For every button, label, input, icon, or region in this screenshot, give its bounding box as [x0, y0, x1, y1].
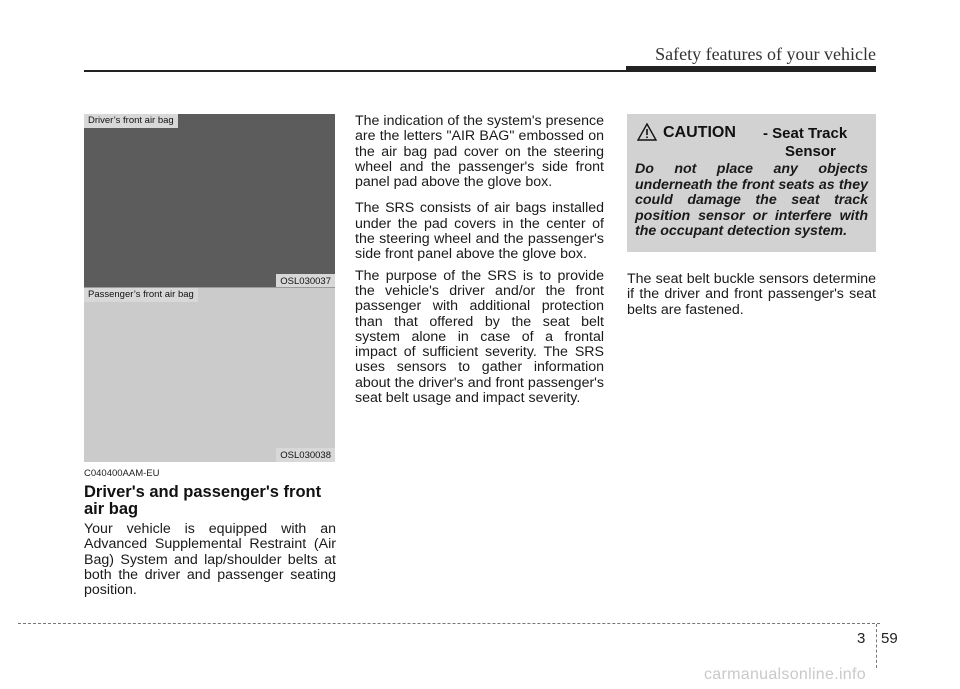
header-title: Safety features of your vehicle	[655, 44, 876, 64]
seat-belt-paragraph: The seat belt buckle sensors determine if the driver and front passenger's seat belts are fastened.	[627, 271, 876, 318]
page-number-divider	[876, 624, 877, 668]
figure-code: OSL030038	[276, 448, 335, 462]
figure-label: Driver’s front air bag	[84, 114, 178, 128]
page-number: 59	[881, 630, 898, 647]
paragraph: The SRS consists of air bags installed under the pad covers in the center of the steering wheel and the passenger's side front panel above the glove box.	[355, 200, 604, 263]
header-rule	[84, 70, 626, 72]
caution-label: CAUTION	[663, 124, 736, 141]
footer-rule	[18, 623, 880, 624]
passenger-airbag-photo	[84, 288, 335, 462]
watermark: carmanualsonline.info	[704, 666, 866, 683]
intro-paragraph: Your vehicle is equipped with an Advanced Supplemental Restraint (Air Bag) System and lap/shoulder belts at both the driver and passenger seating position.	[84, 521, 336, 599]
paragraph: The purpose of the SRS is to provide the vehicle's driver and/or the front passenger with additional protection than that offered by the seat belt system alone in case of a frontal impact of sufficient severity. The SRS uses sensors to gather information about the driver's and front passenger's seat belt usage and impact severity.	[355, 267, 604, 407]
caution-text: Do not place any objects underneath the front seats as they could damage the seat track position sensor or interfere with the occupant detection system.	[635, 161, 868, 239]
header-rule-accent	[626, 66, 876, 72]
caution-subtitle-cont: Sensor	[785, 143, 836, 160]
caution-subtitle: - Seat Track	[763, 125, 848, 142]
figure-code: OSL030037	[276, 274, 335, 288]
caution-box	[627, 114, 876, 252]
section-number: 3	[857, 630, 866, 647]
column-two	[355, 114, 604, 417]
paragraph: The indication of the system's presence are the letters "AIR BAG" embossed on the air bag pad cover on the steering wheel and the passenger's side front panel pad above the glove box.	[355, 113, 604, 191]
figure-label: Passenger’s front air bag	[84, 288, 198, 302]
reference-code: C040400AAM-EU	[84, 468, 160, 479]
driver-airbag-photo	[84, 114, 335, 288]
section-title: Driver's and passenger's front air bag	[84, 483, 322, 518]
warning-triangle-icon	[637, 123, 657, 141]
